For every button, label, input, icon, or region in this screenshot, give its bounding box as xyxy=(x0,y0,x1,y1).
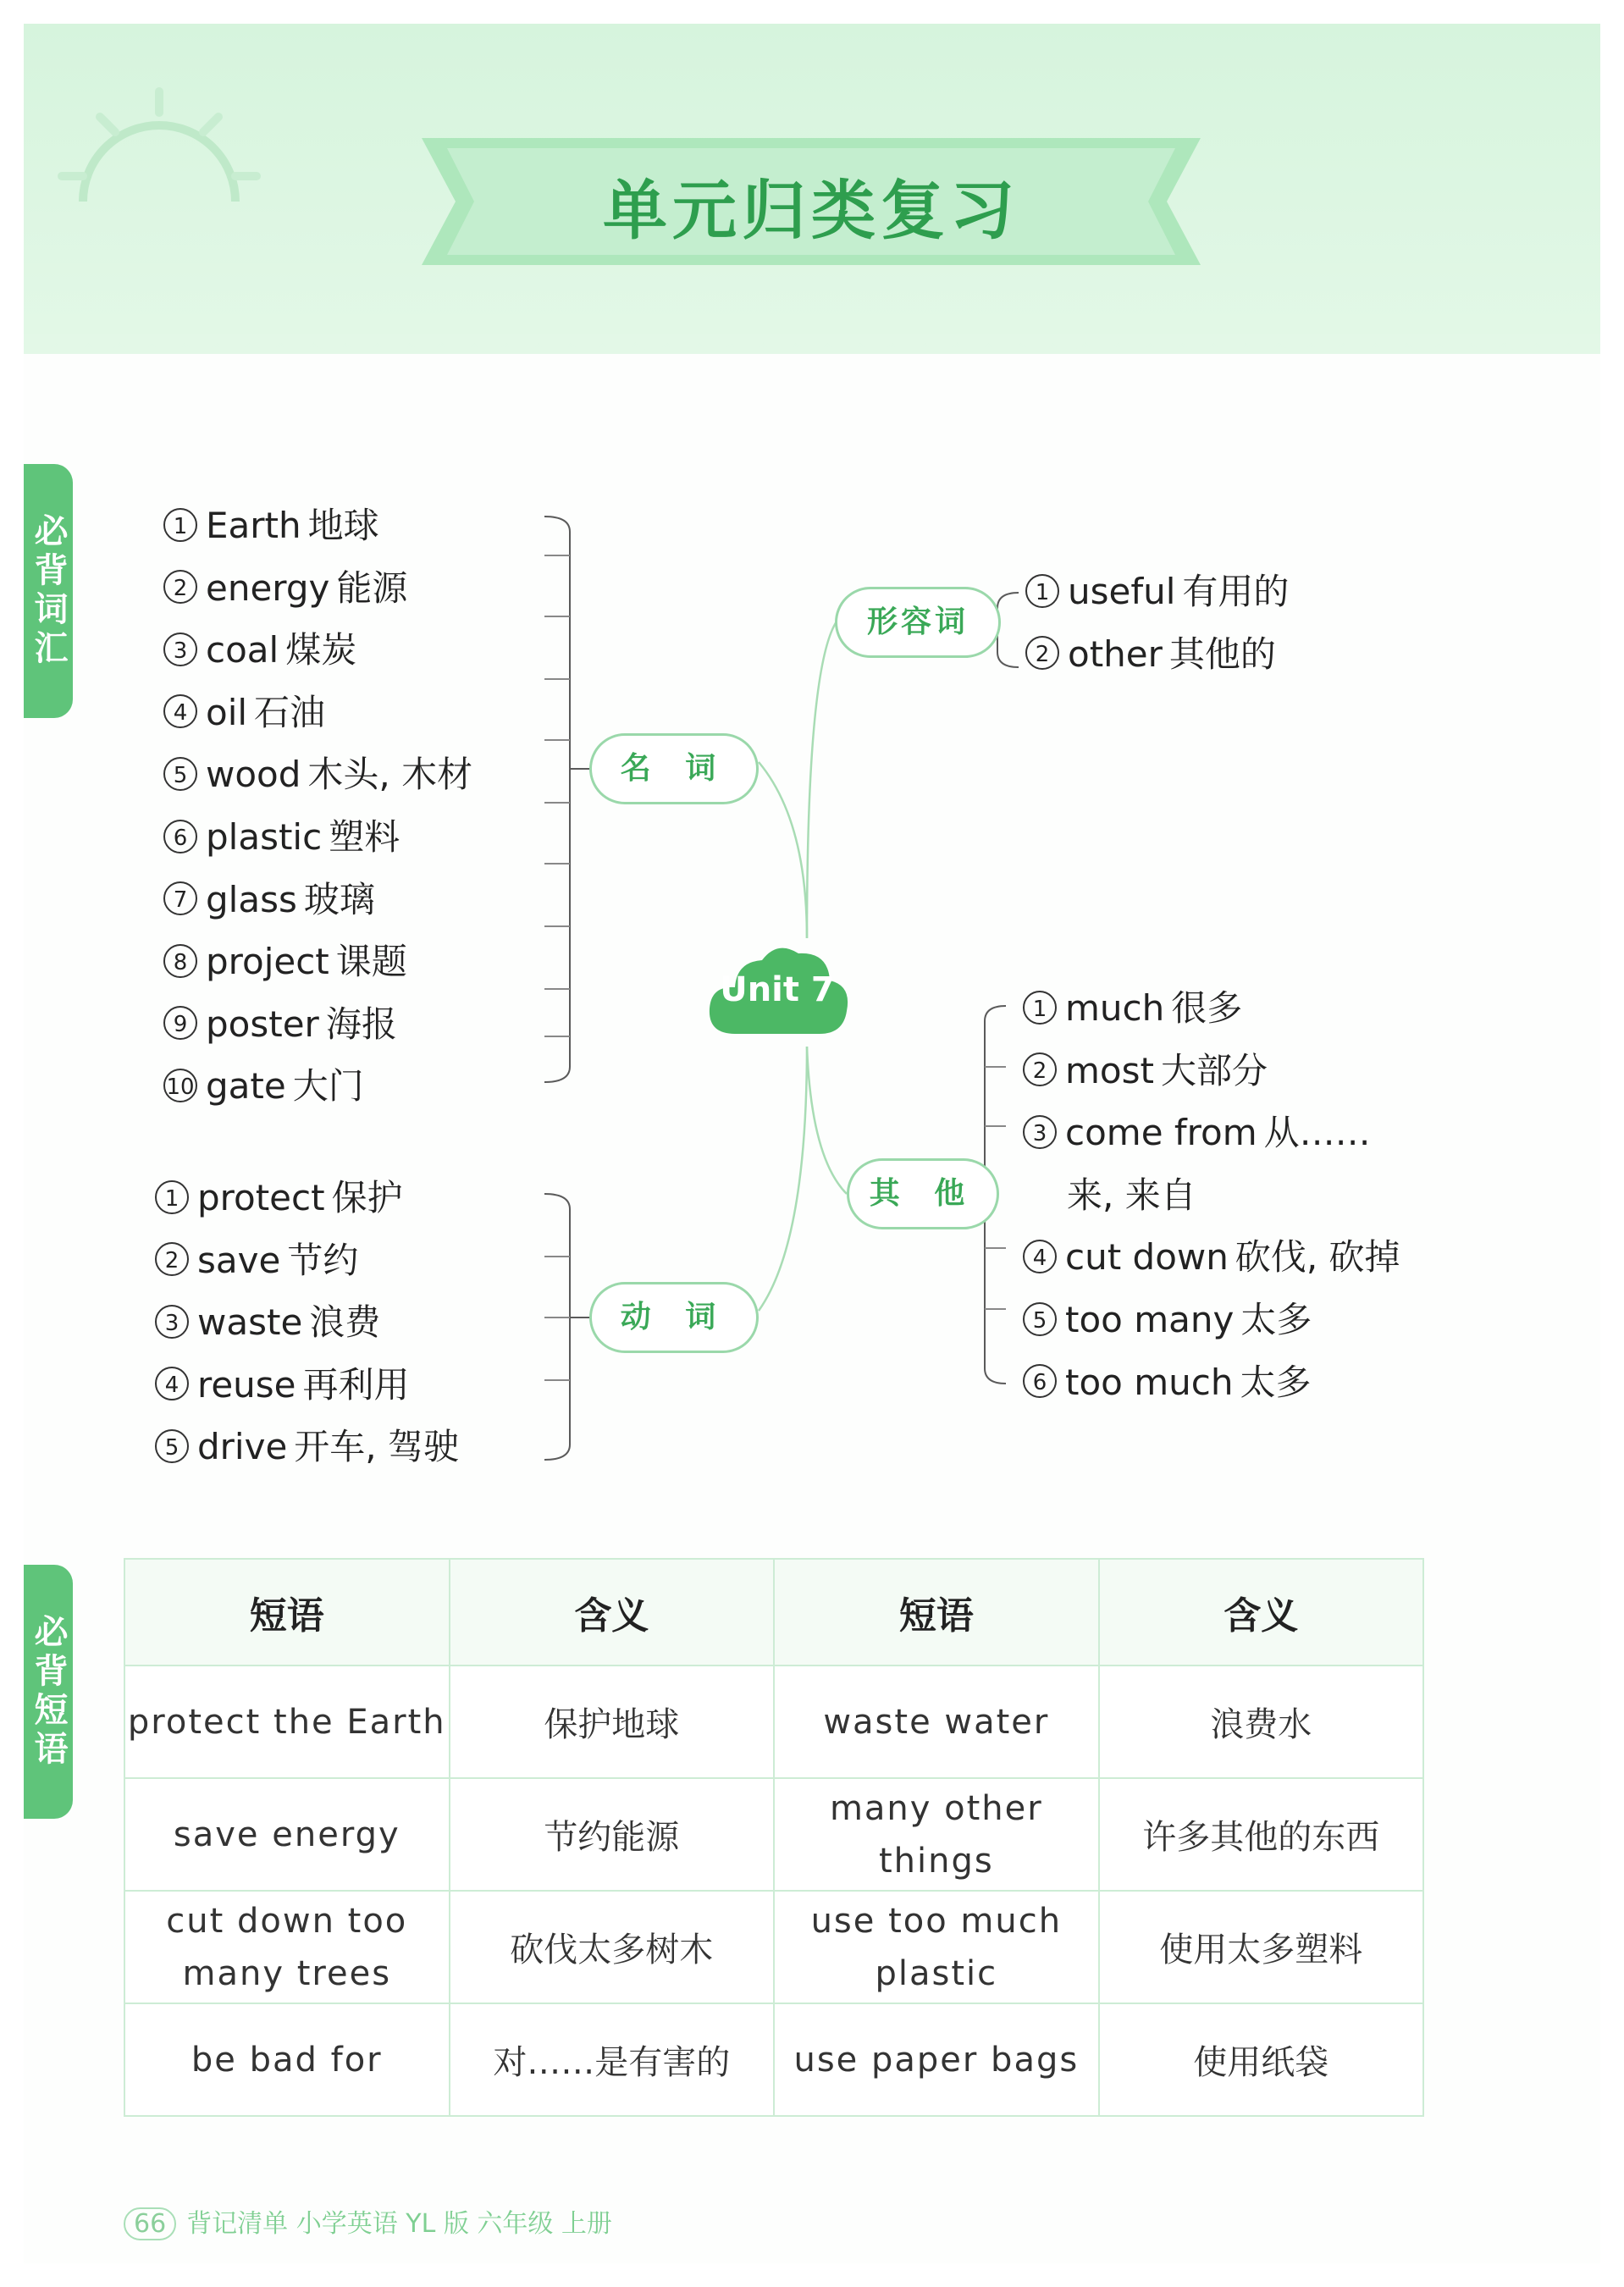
item-number: 1 xyxy=(155,1180,189,1214)
item-english: glass xyxy=(206,878,297,920)
item-english: gate xyxy=(206,1065,286,1108)
item-english: coal xyxy=(206,629,279,671)
item-chinese: 其他的 xyxy=(1168,633,1276,675)
noun-item xyxy=(163,1058,364,1109)
item-number: 5 xyxy=(1023,1302,1057,1336)
item-number: 5 xyxy=(155,1429,189,1463)
category-verb: 动 词 xyxy=(589,1282,759,1353)
meaning-cell: 对……是有害的 xyxy=(450,2003,775,2116)
item-chinese: 能源 xyxy=(336,566,408,609)
header-phrase: 短语 xyxy=(774,1559,1099,1666)
phrase-cell: use paper bags xyxy=(774,2003,1099,2116)
noun-item xyxy=(163,934,407,985)
noun-item xyxy=(163,872,375,923)
item-english: waste xyxy=(197,1301,303,1344)
category-noun: 名 词 xyxy=(589,733,759,804)
item-chinese: 太多 xyxy=(1240,1361,1312,1403)
table-row xyxy=(124,1778,1423,1891)
other-item xyxy=(1023,1292,1312,1343)
item-chinese: 再利用 xyxy=(302,1363,410,1406)
item-english: plastic xyxy=(206,816,323,858)
item-english: save xyxy=(197,1239,281,1281)
noun-item xyxy=(163,622,356,673)
item-english: come from xyxy=(1065,1112,1257,1154)
header-meaning: 含义 xyxy=(450,1559,775,1666)
item-number: 4 xyxy=(1023,1240,1057,1273)
item-chinese: 石油 xyxy=(254,691,326,733)
other-item xyxy=(1023,1229,1400,1280)
noun-item xyxy=(163,809,400,860)
meaning-cell: 砍伐太多树木 xyxy=(450,1891,775,2003)
phrase-table-header xyxy=(124,1559,1423,1666)
item-chinese: 节约 xyxy=(287,1239,359,1281)
other-item xyxy=(1023,981,1242,1031)
adjective-item xyxy=(1025,627,1276,677)
adjective-item xyxy=(1025,564,1289,615)
item-chinese: 有用的 xyxy=(1182,571,1290,612)
item-number: 6 xyxy=(1023,1364,1057,1398)
side-tab-vocab: 必背词汇 xyxy=(24,464,73,718)
item-number: 3 xyxy=(155,1305,189,1339)
item-number: 4 xyxy=(163,694,197,728)
item-english: too much xyxy=(1065,1361,1234,1403)
item-number: 7 xyxy=(163,881,197,915)
unit-title: Unit 7 xyxy=(720,970,835,1009)
page-title: 单元归类复习 xyxy=(603,173,1019,248)
noun-item xyxy=(163,561,407,611)
item-number: 2 xyxy=(163,570,197,604)
item-english: much xyxy=(1065,987,1165,1029)
item-english: energy xyxy=(206,566,330,609)
category-adjective: 形容词 xyxy=(835,587,1001,658)
table-row xyxy=(124,1891,1423,2003)
side-tab-phrases: 必背短语 xyxy=(24,1565,73,1819)
item-english: other xyxy=(1068,633,1163,675)
item-chinese: 很多 xyxy=(1171,987,1243,1029)
item-number: 10 xyxy=(163,1069,197,1102)
item-chinese: 塑料 xyxy=(329,816,400,858)
phrase-cell: be bad for xyxy=(124,2003,450,2116)
noun-item xyxy=(163,498,379,549)
item-english: oil xyxy=(206,691,248,733)
other-item xyxy=(1023,1355,1311,1406)
phrase-cell: save energy xyxy=(124,1778,450,1891)
item-number: 8 xyxy=(163,944,197,978)
item-english: too many xyxy=(1065,1299,1235,1340)
verb-item xyxy=(155,1170,403,1221)
meaning-cell: 节约能源 xyxy=(450,1778,775,1891)
item-number: 2 xyxy=(1023,1052,1057,1086)
header-phrase: 短语 xyxy=(124,1559,450,1666)
item-number: 2 xyxy=(1025,636,1059,670)
item-chinese: 大门 xyxy=(292,1065,364,1108)
item-english: reuse xyxy=(197,1363,296,1406)
item-chinese: 木头, 木材 xyxy=(307,754,473,796)
meaning-cell: 保护地球 xyxy=(450,1666,775,1778)
item-chinese: 煤炭 xyxy=(285,629,357,671)
item-english: protect xyxy=(197,1177,325,1218)
meaning-cell: 浪费水 xyxy=(1099,1666,1423,1778)
item-number: 1 xyxy=(163,508,197,542)
verb-item xyxy=(155,1419,459,1470)
page-number: 66 xyxy=(124,2207,176,2240)
item-number: 6 xyxy=(163,820,197,853)
item-english: useful xyxy=(1068,571,1176,612)
item-number: 3 xyxy=(163,633,197,666)
table-row xyxy=(124,2003,1423,2116)
item-chinese: 砍伐, 砍掉 xyxy=(1235,1236,1400,1279)
noun-item xyxy=(163,685,325,736)
item-number: 9 xyxy=(163,1006,197,1040)
item-chinese: 玻璃 xyxy=(303,878,375,920)
item-english: project xyxy=(206,941,329,983)
category-other: 其 他 xyxy=(847,1158,999,1229)
item-english: cut down xyxy=(1065,1236,1229,1279)
other-item xyxy=(1023,1043,1268,1094)
item-english: drive xyxy=(197,1426,288,1468)
header-meaning: 含义 xyxy=(1099,1559,1423,1666)
item-english: most xyxy=(1065,1049,1154,1091)
item-number: 2 xyxy=(155,1242,189,1276)
item-number: 5 xyxy=(163,757,197,791)
meaning-cell: 许多其他的东西 xyxy=(1099,1778,1423,1891)
meaning-cell: 使用太多塑料 xyxy=(1099,1891,1423,2003)
table-row xyxy=(124,1666,1423,1778)
item-chinese: 地球 xyxy=(307,505,379,546)
item-number: 4 xyxy=(155,1367,189,1400)
noun-item xyxy=(163,747,472,798)
item-number: 3 xyxy=(1023,1115,1057,1149)
phrase-cell: many other things xyxy=(774,1778,1099,1891)
item-number: 1 xyxy=(1023,991,1057,1025)
footer-text: 背记清单 小学英语 YL 版 六年级 上册 xyxy=(186,2209,612,2239)
item-english: wood xyxy=(206,754,301,796)
item-chinese: 保护 xyxy=(331,1177,403,1218)
noun-item xyxy=(163,997,397,1047)
item-chinese: 从…… xyxy=(1263,1112,1371,1154)
item-chinese: 太多 xyxy=(1240,1299,1312,1340)
item-english: poster xyxy=(206,1003,319,1045)
item-chinese: 浪费 xyxy=(309,1301,381,1344)
verb-item xyxy=(155,1233,358,1284)
verb-item xyxy=(155,1295,380,1345)
phrase-cell: use too much plastic xyxy=(774,1891,1099,2003)
item-chinese: 开车, 驾驶 xyxy=(294,1426,459,1468)
phrase-cell: protect the Earth xyxy=(124,1666,450,1778)
phrase-cell: waste water xyxy=(774,1666,1099,1778)
phrase-table xyxy=(124,1558,1424,2117)
page xyxy=(24,24,1600,2263)
page-footer xyxy=(124,2202,612,2240)
other-item-continued: 来, 来自 xyxy=(1067,1174,1196,1216)
phrase-cell: cut down too many trees xyxy=(124,1891,450,2003)
item-english: Earth xyxy=(206,505,301,546)
other-item xyxy=(1023,1105,1371,1156)
item-number: 1 xyxy=(1025,574,1059,608)
item-chinese: 课题 xyxy=(335,941,407,983)
item-chinese: 海报 xyxy=(325,1003,397,1045)
verb-item xyxy=(155,1357,410,1408)
meaning-cell: 使用纸袋 xyxy=(1099,2003,1423,2116)
item-chinese: 大部分 xyxy=(1160,1049,1268,1091)
